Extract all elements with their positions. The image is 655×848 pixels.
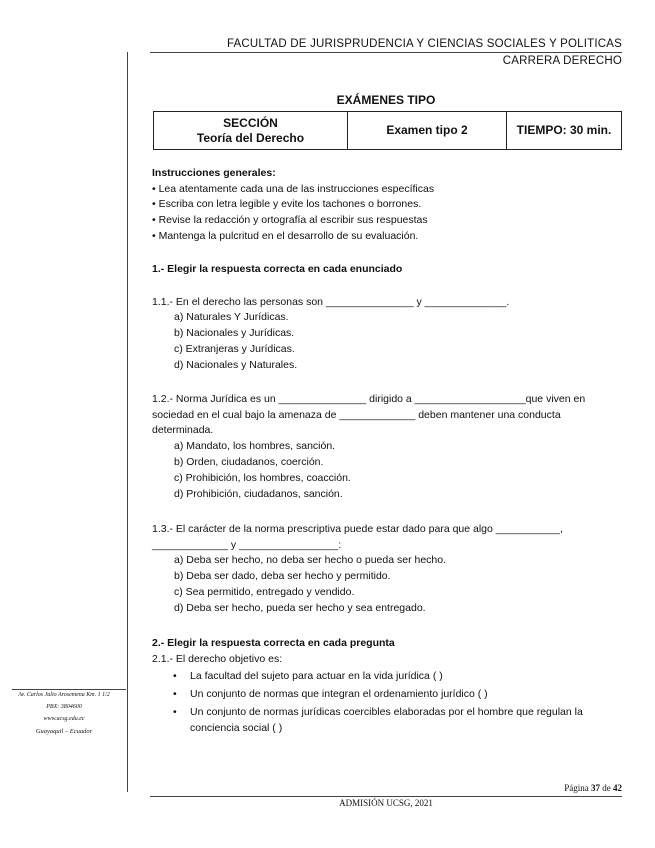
question-2-1-option: La facultad del sujeto para actuar en la vida jurídica ( ) xyxy=(190,670,443,682)
question-2-1-option: Un conjunto de normas jurídicas coercibles elaboradas por el hombre que regulan la conciencia social ( ) xyxy=(190,706,583,734)
question-1-1-option-d: d) Nacionales y Naturales. xyxy=(174,359,298,371)
sidebar-city: Guayaquil – Ecuador xyxy=(35,728,93,735)
header-career: CARRERA DERECHO xyxy=(502,55,622,67)
question-1-2-stem: 1.2.- Norma Jurídica es un _______________ dirigido a ___________________que viven en sociedad en el cual bajo la amenaza de _____________ deben mantener una conducta determinada. xyxy=(152,393,586,436)
question-1-1-option-b: b) Nacionales y Jurídicas. xyxy=(174,327,295,339)
question-1-2-option-d: d) Prohibición, ciudadanos, sanción. xyxy=(174,488,343,500)
page-current: 37 xyxy=(591,783,600,793)
question-2-1-stem: 2.1.- El derecho objetivo es: xyxy=(152,653,283,665)
section-name: Teoría del Derecho xyxy=(196,130,305,145)
exam-info-table xyxy=(153,111,622,150)
header-faculty: FACULTAD DE JURISPRUDENCIA Y CIENCIAS SOCIALES Y POLITICAS xyxy=(226,38,622,50)
section-label: SECCIÓN xyxy=(223,115,278,130)
question-1-3-option-a: a) Deba ser hecho, no deba ser hecho o pueda ser hecho. xyxy=(174,554,447,566)
header-rule xyxy=(150,52,622,53)
question-1-1-option-c: c) Extranjeras y Jurídicas. xyxy=(174,343,295,355)
instruction-item: • Lea atentamente cada una de las instrucciones específicas xyxy=(152,183,435,195)
question-1-2-option-c: c) Prohibición, los hombres, coacción. xyxy=(174,472,351,484)
question-1-1-stem: 1.1.- En el derecho las personas son _______________ y ______________. xyxy=(152,296,510,308)
question-1-3-stem: 1.3.- El carácter de la norma prescriptiva puede estar dado para que algo ___________, _____________ y _________________: xyxy=(152,523,563,551)
page-prefix: Página xyxy=(564,783,589,793)
question-1-3-option-c: c) Sea permitido, entregado y vendido. xyxy=(174,586,355,598)
page-title: EXÁMENES TIPO xyxy=(336,93,436,107)
question-2-1-option: Un conjunto de normas que integran el ordenamiento jurídico ( ) xyxy=(190,688,488,700)
instruction-item: • Mantenga la pulcritud en el desarrollo de su evaluación. xyxy=(152,230,419,242)
page-total: 42 xyxy=(613,783,622,793)
section2-heading: 2.- Elegir la respuesta correcta en cada pregunta xyxy=(152,637,395,649)
sidebar-phone: PBX: 3804600 xyxy=(46,704,82,710)
instructions-heading: Instrucciones generales: xyxy=(152,167,276,179)
exam-type-cell: Examen tipo 2 xyxy=(348,112,507,150)
question-1-2-option-b: b) Orden, ciudadanos, coerción. xyxy=(174,456,324,468)
sidebar-website: www.ucsg.edu.ec xyxy=(43,716,85,722)
section-cell xyxy=(154,112,348,150)
sidebar-address: Av. Carlos Julio Arosemena Km. 1 1/2 xyxy=(18,692,110,698)
footer-text: ADMISIÓN UCSG, 2021 xyxy=(339,798,433,808)
left-margin-rule xyxy=(127,52,128,792)
question-1-1-option-a: a) Naturales Y Jurídicas. xyxy=(174,311,289,323)
bullet-icon: • xyxy=(173,670,177,682)
bullet-icon: • xyxy=(173,706,177,718)
instruction-item: • Escriba con letra legible y evite los tachones o borrones. xyxy=(152,198,422,210)
instruction-item: • Revise la redacción y ortografía al escribir sus respuestas xyxy=(152,214,428,226)
question-1-3-option-b: b) Deba ser dado, deba ser hecho y permitido. xyxy=(174,570,391,582)
question-1-3-option-d: d) Deba ser hecho, pueda ser hecho y sea entregado. xyxy=(174,602,426,614)
section1-heading: 1.- Elegir la respuesta correcta en cada enunciado xyxy=(152,263,403,275)
time-cell: TIEMPO: 30 min. xyxy=(507,112,622,150)
question-1-2-option-a: a) Mandato, los hombres, sanción. xyxy=(174,440,336,452)
bullet-icon: • xyxy=(173,688,177,700)
page-of: de xyxy=(602,783,611,793)
page-number xyxy=(564,783,622,793)
footer-rule xyxy=(150,796,622,797)
